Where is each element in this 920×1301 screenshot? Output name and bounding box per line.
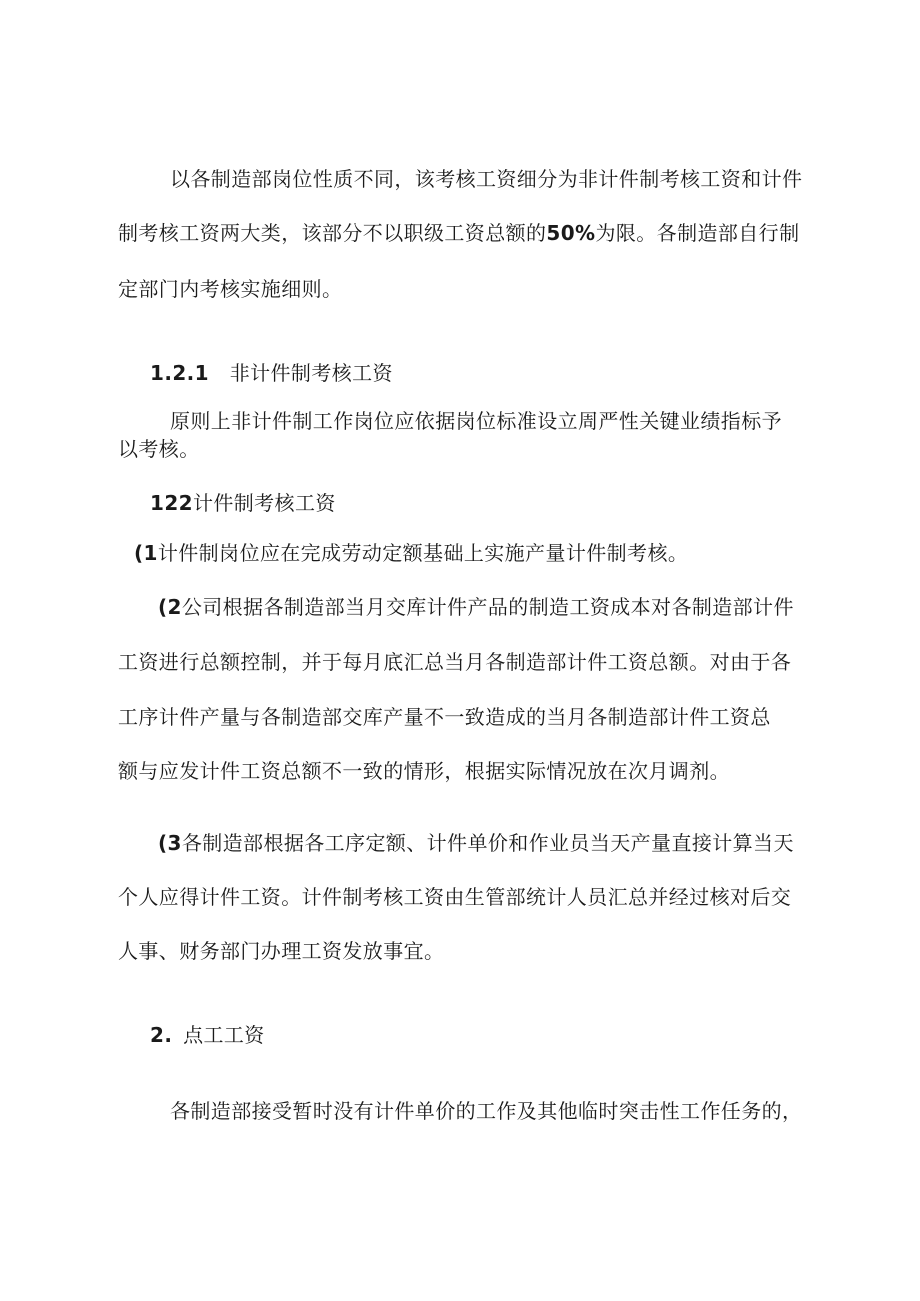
item-2-line-3-text: 工序计件产量与各制造部交库产量不一致造成的当月各制造部计件工资总 [118, 705, 771, 729]
paragraph-3-line-1 [170, 1098, 802, 1124]
item-3-line-3-text: 人事、财务部门办理工资发放事宜。 [118, 939, 445, 963]
paragraph-1-line-3 [118, 276, 342, 302]
paragraph-1-line-1 [170, 166, 802, 192]
heading-1-2-1 [150, 360, 393, 386]
heading-1-2-2-title: 计件制考核工资 [192, 491, 336, 515]
heading-1-2-1-title: 非计件制考核工资 [229, 361, 393, 385]
percentage-value: 50% [546, 221, 596, 245]
paragraph-1-line-1-text: 以各制造部岗位性质不同，该考核工资细分为非计件制考核工资和计件 [170, 167, 803, 191]
paragraph-2-line-2 [118, 436, 200, 462]
item-2-line-2-text: 工资进行总额控制，并于每月底汇总当月各制造部计件工资总额。对由于各 [118, 650, 792, 674]
item-3-line-1-text: 各制造部根据各工序定额、计件单价和作业员当天产量直接计算当天 [181, 831, 794, 855]
paragraph-1-line-2 [118, 220, 799, 246]
heading-1-2-2 [150, 490, 336, 516]
item-1-text: 计件制岗位应在完成劳动定额基础上实施产量计件制考核。 [157, 541, 689, 565]
paragraph-1-line-2-text-b: 为限。各制造部自行制 [595, 221, 800, 245]
item-2-line-1 [158, 594, 794, 620]
item-2-line-4-text: 额与应发计件工资总额不一致的情形，根据实际情况放在次月调剂。 [118, 759, 730, 783]
item-3-line-2 [118, 884, 791, 910]
item-3-line-1 [158, 830, 794, 856]
item-2-line-3 [118, 704, 771, 730]
item-3-line-2-text: 个人应得计件工资。计件制考核工资由生管部统计人员汇总并经过核对后交 [118, 885, 792, 909]
heading-1-2-1-number: 1.2.1 [150, 361, 209, 385]
heading-2-title: 点工工资 [183, 1023, 265, 1047]
paragraph-1-line-3-text: 定部门内考核实施细则。 [118, 277, 343, 301]
item-2-marker: (2 [158, 595, 182, 619]
heading-1-2-2-number: 122 [150, 491, 193, 515]
heading-2 [150, 1022, 265, 1048]
paragraph-3-line-1-text: 各制造部接受暂时没有计件单价的工作及其他临时突击性工作任务的， [170, 1099, 803, 1123]
paragraph-2-line-1-text: 原则上非计件制工作岗位应依据岗位标准设立周严性关键业绩指标予 [170, 409, 782, 433]
paragraph-1-line-2-text-a: 制考核工资两大类，该部分不以职级工资总额的 [118, 221, 547, 245]
heading-2-number: 2. [150, 1023, 173, 1047]
item-2-line-2 [118, 649, 791, 675]
item-1-marker: (1 [134, 541, 158, 565]
item-2-line-1-text: 公司根据各制造部当月交库计件产品的制造工资成本对各制造部计件 [181, 595, 794, 619]
item-3-marker: (3 [158, 831, 182, 855]
item-2-line-4 [118, 758, 730, 784]
item-3-line-3 [118, 938, 444, 964]
item-1 [134, 540, 688, 566]
paragraph-2-line-1 [170, 408, 782, 434]
paragraph-2-line-2-text: 以考核。 [118, 437, 200, 461]
